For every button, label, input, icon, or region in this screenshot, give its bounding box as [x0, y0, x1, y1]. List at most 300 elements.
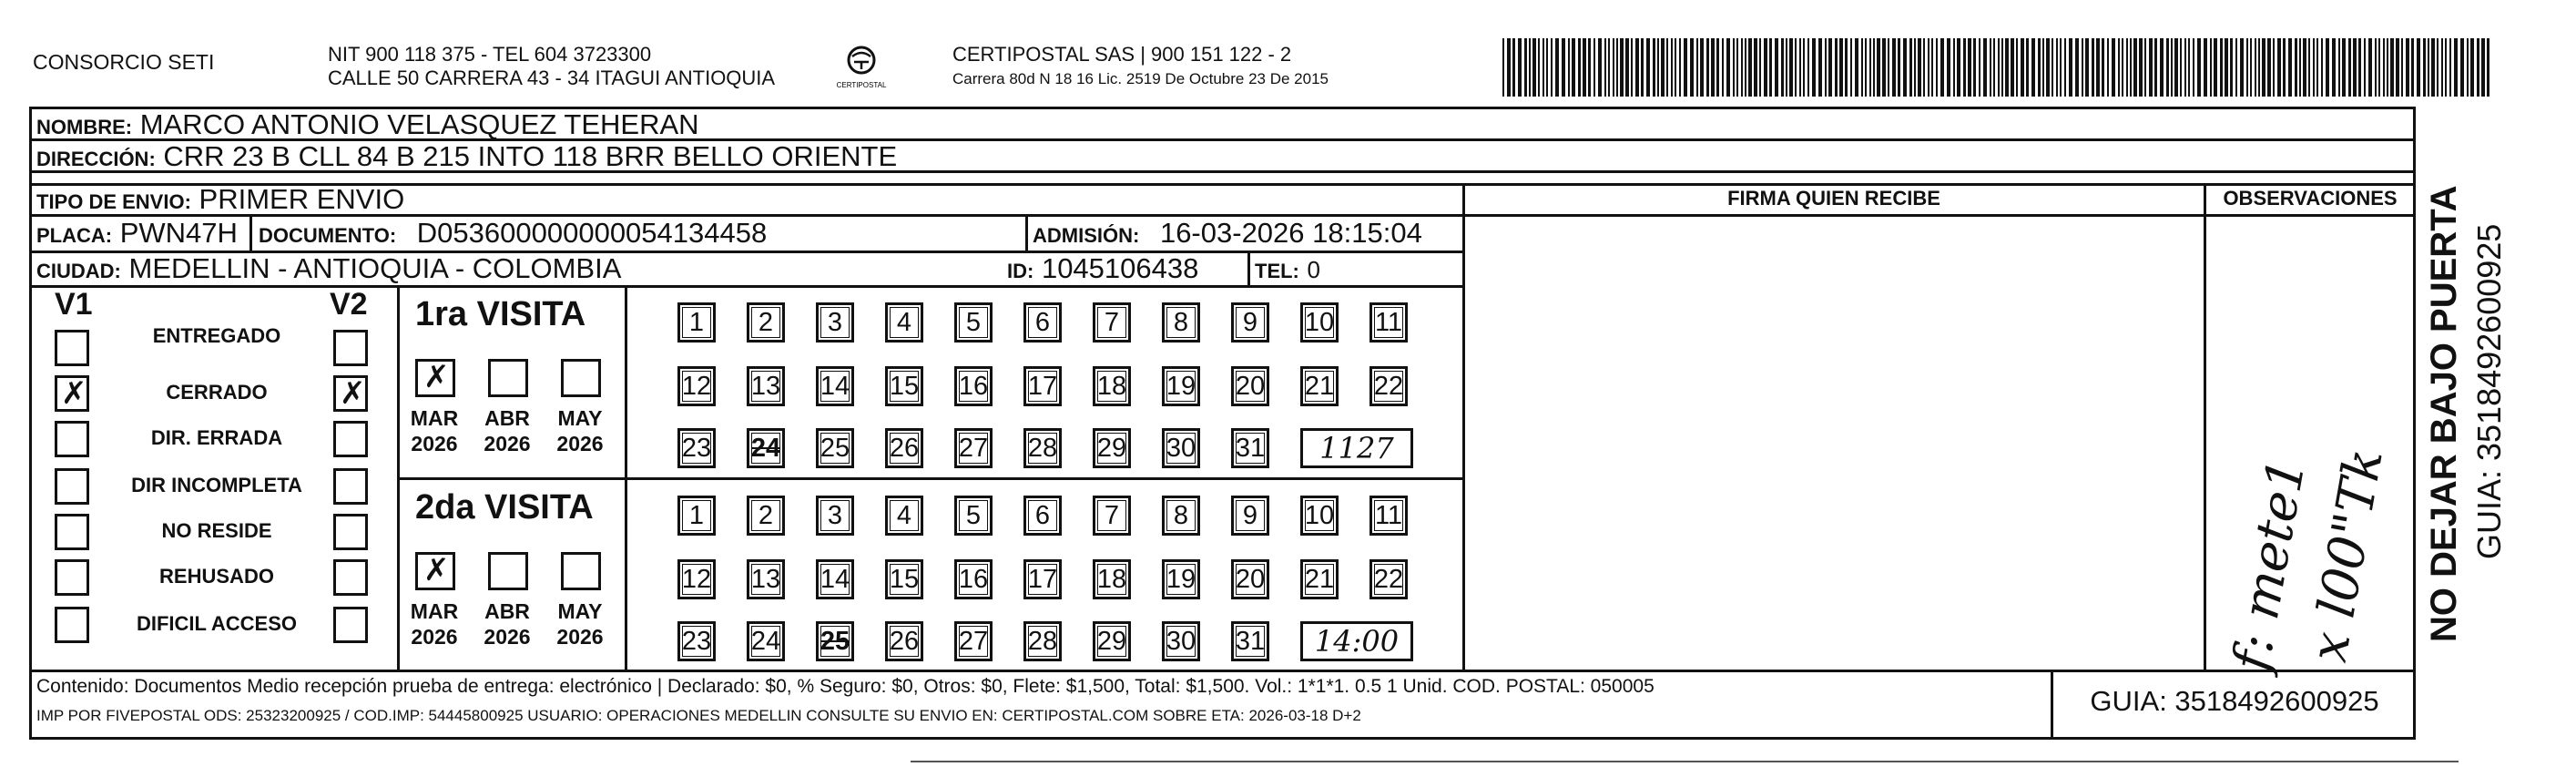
barcode-bar	[1953, 38, 1955, 97]
day-box[interactable]: 20	[1231, 559, 1269, 599]
barcode-bar	[2026, 38, 2029, 97]
barcode-bar	[2064, 38, 2066, 97]
barcode-bar	[1675, 38, 1676, 97]
barcode-bar	[1568, 38, 1570, 97]
day-box[interactable]: 25	[816, 428, 854, 468]
barcode-bar	[1518, 38, 1522, 97]
day-box[interactable]: 18	[1093, 366, 1131, 406]
barcode-bar	[1764, 38, 1767, 97]
barcode-bar	[2316, 38, 2318, 97]
barcode-bar	[1990, 38, 1991, 97]
barcode-bar	[2204, 38, 2207, 97]
status-checkbox-v2[interactable]	[333, 559, 368, 596]
barcode-bar	[2154, 38, 2157, 97]
barcode-bar	[1690, 38, 1694, 97]
day-box[interactable]: 30	[1162, 621, 1200, 661]
barcode-bar	[1928, 38, 1929, 97]
day-box[interactable]: 12	[677, 559, 716, 599]
day-box[interactable]: 6	[1023, 496, 1062, 536]
ciudad-value: MEDELLIN - ANTIOQUIA - COLOMBIA	[128, 252, 622, 284]
barcode-bar	[2387, 38, 2388, 97]
month-year-label: 2026	[484, 432, 531, 455]
barcode-bar	[1909, 38, 1912, 97]
barcode-bar	[2308, 38, 2310, 97]
status-label: DIR. ERRADA	[150, 426, 283, 449]
barcode-bar	[1936, 38, 1938, 97]
barcode-bar	[1684, 38, 1687, 97]
status-checkbox-v2[interactable]	[333, 468, 368, 505]
status-label: DIFICIL ACCESO	[136, 612, 297, 635]
status-checkbox-v1[interactable]	[55, 421, 89, 457]
month-checkbox[interactable]	[488, 552, 528, 590]
barcode-bar	[1679, 38, 1681, 97]
day-box[interactable]: 9	[1231, 302, 1269, 343]
barcode-bar	[1507, 38, 1511, 97]
nombre-label: NOMBRE:	[36, 116, 133, 138]
month-label: MAY	[557, 599, 603, 623]
barcode-bar	[2133, 38, 2137, 97]
barcode-bar	[2431, 38, 2435, 97]
barcode-bar	[1635, 38, 1639, 97]
barcode-bar	[2011, 38, 2014, 97]
day-box[interactable]: 7	[1093, 302, 1131, 343]
barcode-bar	[1671, 38, 1673, 97]
status-checkbox-v2[interactable]	[333, 421, 368, 457]
day-box-marked[interactable]: 24	[747, 428, 785, 468]
footer-guia: GUIA: 3518492600925	[2090, 685, 2379, 717]
day-box[interactable]: 15	[885, 366, 923, 406]
barcode-bar	[1736, 38, 1738, 97]
barcode-bar	[2303, 38, 2306, 97]
obs-handwriting-line-2: x l00"Tk	[2299, 444, 2395, 667]
barcode-bar	[2406, 38, 2409, 97]
day-box[interactable]: 31	[1231, 428, 1269, 468]
barcode-bar	[1706, 38, 1709, 97]
barcode-bar	[1947, 38, 1950, 97]
barcode-bar	[1657, 38, 1659, 97]
barcode-bar	[2056, 38, 2058, 97]
barcode-bar	[2288, 38, 2292, 97]
check-mark-icon: ✗	[423, 359, 450, 395]
barcode-bar	[2467, 38, 2469, 97]
barcode-bar	[2295, 38, 2297, 97]
day-box[interactable]: 26	[885, 428, 923, 468]
barcode-bar	[2184, 38, 2186, 97]
barcode-bar	[1726, 38, 1730, 97]
barcode-bar	[2267, 38, 2271, 97]
barcode-bar	[1745, 38, 1746, 97]
day-box[interactable]: 28	[1023, 621, 1062, 661]
day-box[interactable]: 21	[1300, 366, 1339, 406]
barcode-bar	[1502, 38, 1504, 97]
barcode-bar	[2193, 38, 2194, 97]
barcode-bar	[2112, 38, 2115, 97]
barcode-bar	[1968, 38, 1971, 97]
day-box[interactable]: 20	[1231, 366, 1269, 406]
barcode-bar	[2321, 38, 2323, 97]
barcode-bar	[1789, 38, 1793, 97]
ciudad-label: CIUDAD:	[36, 260, 121, 282]
barcode-bar	[1873, 38, 1875, 97]
barcode-bar	[1524, 38, 1527, 97]
barcode-bar	[1979, 38, 1980, 97]
ciudad-field	[36, 253, 621, 287]
barcode-bar	[1700, 38, 1704, 97]
barcode-bar	[1914, 38, 1916, 97]
barcode-bar	[2180, 38, 2182, 97]
barcode-bar	[1998, 38, 2000, 97]
barcode-bar	[2171, 38, 2173, 97]
tipo-value: PRIMER ENVIO	[199, 183, 405, 215]
barcode-bar	[2038, 38, 2041, 97]
barcode-bar	[2102, 38, 2104, 97]
id-value: 1045106438	[1041, 252, 1199, 284]
barcode-bar	[1572, 38, 1575, 97]
day-box[interactable]: 2	[747, 302, 785, 343]
barcode-bar	[2470, 38, 2474, 97]
barcode-bar	[2437, 38, 2439, 97]
month-checkbox[interactable]	[561, 359, 601, 397]
day-box[interactable]: 29	[1093, 428, 1131, 468]
barcode-bar	[2326, 38, 2329, 97]
placa-label: PLACA:	[36, 224, 113, 247]
barcode-bar	[1722, 38, 1724, 97]
barcode-bar	[2332, 38, 2336, 97]
month-label: MAR	[410, 599, 459, 623]
barcode-bar	[1786, 38, 1787, 97]
barcode-bar	[1613, 38, 1614, 97]
barcode-bar	[2283, 38, 2286, 97]
barcode-bar	[2069, 38, 2072, 97]
barcode-bar	[2005, 38, 2009, 97]
month-checkbox[interactable]	[561, 552, 601, 590]
day-box[interactable]: 27	[954, 428, 993, 468]
month-year-label: 2026	[411, 432, 458, 455]
barcode-bar	[2096, 38, 2100, 97]
barcode-bar	[2353, 38, 2357, 97]
v1-label: V1	[55, 287, 93, 322]
day-box[interactable]: 9	[1231, 496, 1269, 536]
barcode-bar	[1993, 38, 1995, 97]
day-box[interactable]: 17	[1023, 559, 1062, 599]
barcode-bar	[1583, 38, 1586, 97]
day-box[interactable]: 30	[1162, 428, 1200, 468]
barcode-bar	[1795, 38, 1797, 97]
documento-field	[259, 218, 767, 251]
barcode-bar	[2160, 38, 2164, 97]
barcode-bar	[2092, 38, 2094, 97]
day-box[interactable]: 14	[816, 366, 854, 406]
barcode-bar	[2477, 38, 2479, 97]
admision-field	[1033, 218, 1422, 251]
barcode-bar	[1653, 38, 1655, 97]
status-checkbox-v1[interactable]	[55, 607, 89, 643]
status-checkbox-v2[interactable]	[333, 514, 368, 550]
barcode-bar	[1551, 38, 1553, 97]
tel-field	[1255, 253, 1320, 287]
day-box[interactable]: 1	[677, 496, 716, 536]
barcode-bar	[2126, 38, 2128, 97]
barcode-bar	[1661, 38, 1665, 97]
month-year-label: 2026	[484, 625, 531, 649]
direccion-value: CRR 23 B CLL 84 B 215 INTO 118 BRR BELLO ORIENTE	[163, 140, 898, 172]
documento-value: D053600000000054134458	[416, 217, 768, 249]
barcode-bar	[2139, 38, 2143, 97]
barcode-bar	[1775, 38, 1778, 97]
barcode-bar	[1973, 38, 1976, 97]
footer-imp: IMP POR FIVEPOSTAL ODS: 25323200925 / COD.IMP: 54445800925 USUARIO: OPERACIONES MEDELLIN CONSULTE SU ENVIO EN: CERTIPOSTAL.COM SOBRE ETA: 2026-03-18 D+2	[36, 707, 1361, 724]
barcode-bar	[1748, 38, 1752, 97]
day-box[interactable]: 14	[816, 559, 854, 599]
admision-value: 16-03-2026 18:15:04	[1159, 217, 1422, 249]
barcode-bar	[2411, 38, 2414, 97]
barcode-bar	[2299, 38, 2301, 97]
status-checkbox-v1[interactable]	[55, 330, 89, 366]
day-box[interactable]: 18	[1093, 559, 1131, 599]
v2-label: V2	[330, 287, 368, 322]
day-box[interactable]: 13	[747, 366, 785, 406]
status-checkbox-v2[interactable]	[333, 375, 368, 412]
day-box[interactable]: 3	[816, 496, 854, 536]
barcode-bar	[2085, 38, 2089, 97]
status-checkbox-v2[interactable]	[333, 330, 368, 366]
barcode-bar	[2313, 38, 2315, 97]
month-label: ABR	[484, 599, 530, 623]
barcode-bar	[2197, 38, 2201, 97]
day-box[interactable]: 16	[954, 559, 993, 599]
barcode-bar	[1983, 38, 1987, 97]
barcode-bar	[2016, 38, 2018, 97]
day-box[interactable]: 16	[954, 366, 993, 406]
barcode-bar	[2342, 38, 2346, 97]
day-box[interactable]: 11	[1369, 496, 1408, 536]
day-box[interactable]: 31	[1231, 621, 1269, 661]
barcode-bar	[2454, 38, 2458, 97]
day-box[interactable]: 24	[747, 621, 785, 661]
barcode-bar	[2235, 38, 2237, 97]
day-box[interactable]: 22	[1369, 366, 1408, 406]
address-line: CALLE 50 CARRERA 43 - 34 ITAGUI ANTIOQUIA	[328, 66, 776, 89]
barcode-bar	[2449, 38, 2451, 97]
month-year-label: 2026	[556, 625, 604, 649]
barcode-bar	[1931, 38, 1933, 97]
barcode-bar	[1616, 38, 1618, 97]
barcode-bar	[1957, 38, 1960, 97]
direccion-row	[36, 141, 897, 175]
barcode-bar	[1646, 38, 1650, 97]
certipostal-line: CERTIPOSTAL SAS | 900 151 122 - 2	[952, 43, 1292, 66]
month-label: MAR	[410, 406, 459, 430]
barcode-bar	[1861, 38, 1863, 97]
day-box[interactable]: 13	[747, 559, 785, 599]
day-box[interactable]: 4	[885, 496, 923, 536]
day-box[interactable]: 22	[1369, 559, 1408, 599]
barcode	[1501, 38, 2493, 97]
barcode-bar	[2021, 38, 2024, 97]
barcode-bar	[2417, 38, 2420, 97]
barcode-bar	[2375, 38, 2377, 97]
day-box[interactable]: 6	[1023, 302, 1062, 343]
day-box[interactable]: 2	[747, 496, 785, 536]
barcode-bar	[1631, 38, 1633, 97]
status-label: NO RESIDE	[161, 519, 272, 542]
day-box[interactable]: 3	[816, 302, 854, 343]
barcode-bar	[2255, 38, 2256, 97]
license-line: Carrera 80d N 18 16 Lic. 2519 De Octubre 23 De 2015	[952, 70, 1329, 87]
barcode-bar	[2250, 38, 2252, 97]
barcode-bar	[2240, 38, 2244, 97]
month-checkbox[interactable]	[415, 552, 455, 590]
barcode-bar	[2031, 38, 2035, 97]
status-label: DIR INCOMPLETA	[131, 474, 302, 496]
tipo-label: TIPO DE ENVIO:	[36, 190, 191, 213]
day-box[interactable]: 15	[885, 559, 923, 599]
direccion-label: DIRECCIÓN:	[36, 148, 156, 170]
barcode-bar	[1733, 38, 1735, 97]
day-box[interactable]: 5	[954, 302, 993, 343]
barcode-bar	[1865, 38, 1867, 97]
barcode-bar	[1754, 38, 1757, 97]
month-year-label: 2026	[556, 432, 604, 455]
day-box[interactable]: 27	[954, 621, 993, 661]
barcode-bar	[2220, 38, 2223, 97]
barcode-bar	[2423, 38, 2426, 97]
barcode-bar	[1903, 38, 1907, 97]
tipo-row	[36, 184, 404, 218]
barcode-bar	[1882, 38, 1886, 97]
barcode-bar	[2401, 38, 2403, 97]
barcode-bar	[2390, 38, 2394, 97]
barcode-bar	[1666, 38, 1668, 97]
barcode-bar	[1898, 38, 1900, 97]
barcode-bar	[1696, 38, 1698, 97]
admision-label: ADMISIÓN:	[1033, 224, 1140, 247]
barcode-bar	[2487, 38, 2489, 97]
obs-handwriting-line-1: f: mete1	[2222, 454, 2317, 676]
month-checkbox[interactable]	[415, 359, 455, 397]
barcode-bar	[1532, 38, 1536, 97]
barcode-bar	[1608, 38, 1610, 97]
barcode-bar	[2441, 38, 2443, 97]
barcode-bar	[1835, 38, 1838, 97]
barcode-bar	[2396, 38, 2399, 97]
day-box[interactable]: 29	[1093, 621, 1131, 661]
barcode-bar	[2118, 38, 2120, 97]
barcode-bar	[1769, 38, 1772, 97]
barcode-bar	[2174, 38, 2178, 97]
month-year-label: 2026	[411, 625, 458, 649]
barcode-bar	[1593, 38, 1595, 97]
barcode-bar	[1711, 38, 1715, 97]
barcode-bar	[2082, 38, 2083, 97]
month-checkbox[interactable]	[488, 359, 528, 397]
day-box[interactable]: 11	[1369, 302, 1408, 343]
status-checkbox-v1[interactable]	[55, 375, 89, 412]
barcode-bar	[1759, 38, 1761, 97]
barcode-bar	[2149, 38, 2153, 97]
day-box[interactable]: 19	[1162, 366, 1200, 406]
day-box[interactable]: 4	[885, 302, 923, 343]
barcode-bar	[2368, 38, 2372, 97]
day-box[interactable]: 21	[1300, 559, 1339, 599]
barcode-bar	[1812, 38, 1816, 97]
nombre-row	[36, 109, 699, 143]
barcode-bar	[2225, 38, 2228, 97]
barcode-bar	[1799, 38, 1801, 97]
barcode-bar	[2144, 38, 2146, 97]
tel-value: 0	[1307, 256, 1320, 283]
barcode-bar	[1562, 38, 1565, 97]
observaciones-header: OBSERVACIONES	[2223, 187, 2398, 210]
day-box[interactable]: 10	[1300, 302, 1339, 343]
barcode-bar	[2188, 38, 2190, 97]
logo-text: CERTIPOSTAL	[836, 81, 887, 89]
barcode-bar	[2107, 38, 2109, 97]
visit-title: 1ra VISITA	[415, 295, 586, 333]
day-box[interactable]: 28	[1023, 428, 1062, 468]
barcode-bar	[2358, 38, 2361, 97]
barcode-bar	[2166, 38, 2169, 97]
day-box[interactable]: 19	[1162, 559, 1200, 599]
day-box[interactable]: 23	[677, 428, 716, 468]
barcode-bar	[2130, 38, 2132, 97]
barcode-bar	[1604, 38, 1606, 97]
barcode-bar	[2075, 38, 2079, 97]
tel-label: TEL:	[1255, 260, 1299, 282]
barcode-bar	[2001, 38, 2003, 97]
barcode-bar	[1818, 38, 1822, 97]
day-box[interactable]: 5	[954, 496, 993, 536]
day-box[interactable]: 10	[1300, 496, 1339, 536]
nombre-value: MARCO ANTONIO VELASQUEZ TEHERAN	[139, 108, 699, 140]
barcode-bar	[1963, 38, 1966, 97]
month-label: MAY	[557, 406, 603, 430]
status-checkbox-v1[interactable]	[55, 559, 89, 596]
barcode-bar	[1877, 38, 1880, 97]
status-label: CERRADO	[166, 381, 268, 404]
day-box-marked[interactable]: 25	[816, 621, 854, 661]
barcode-bar	[1850, 38, 1852, 97]
barcode-bar	[2378, 38, 2380, 97]
barcode-bar	[1940, 38, 1944, 97]
status-checkbox-v2[interactable]	[333, 607, 368, 643]
barcode-bar	[2258, 38, 2260, 97]
status-label: REHUSADO	[159, 565, 274, 588]
day-box[interactable]: 17	[1023, 366, 1062, 406]
status-checkbox-v1[interactable]	[55, 514, 89, 550]
id-field	[1007, 253, 1198, 287]
day-box[interactable]: 8	[1162, 302, 1200, 343]
day-box[interactable]: 23	[677, 621, 716, 661]
visit-time-box[interactable]: 1127	[1300, 428, 1413, 468]
day-box[interactable]: 7	[1093, 496, 1131, 536]
barcode-bar	[1869, 38, 1871, 97]
barcode-bar	[1828, 38, 1832, 97]
status-label: ENTREGADO	[152, 324, 281, 347]
barcode-bar	[2460, 38, 2464, 97]
day-box[interactable]: 26	[885, 621, 923, 661]
status-checkbox-v1[interactable]	[55, 468, 89, 505]
visit-time-box[interactable]: 14:00	[1300, 621, 1413, 661]
barcode-bar	[2060, 38, 2062, 97]
day-box[interactable]: 1	[677, 302, 716, 343]
barcode-bar	[1625, 38, 1629, 97]
barcode-bar	[2052, 38, 2053, 97]
barcode-bar	[1716, 38, 1719, 97]
day-box[interactable]: 8	[1162, 496, 1200, 536]
check-mark-icon: ✗	[340, 375, 366, 412]
day-box[interactable]: 12	[677, 366, 716, 406]
